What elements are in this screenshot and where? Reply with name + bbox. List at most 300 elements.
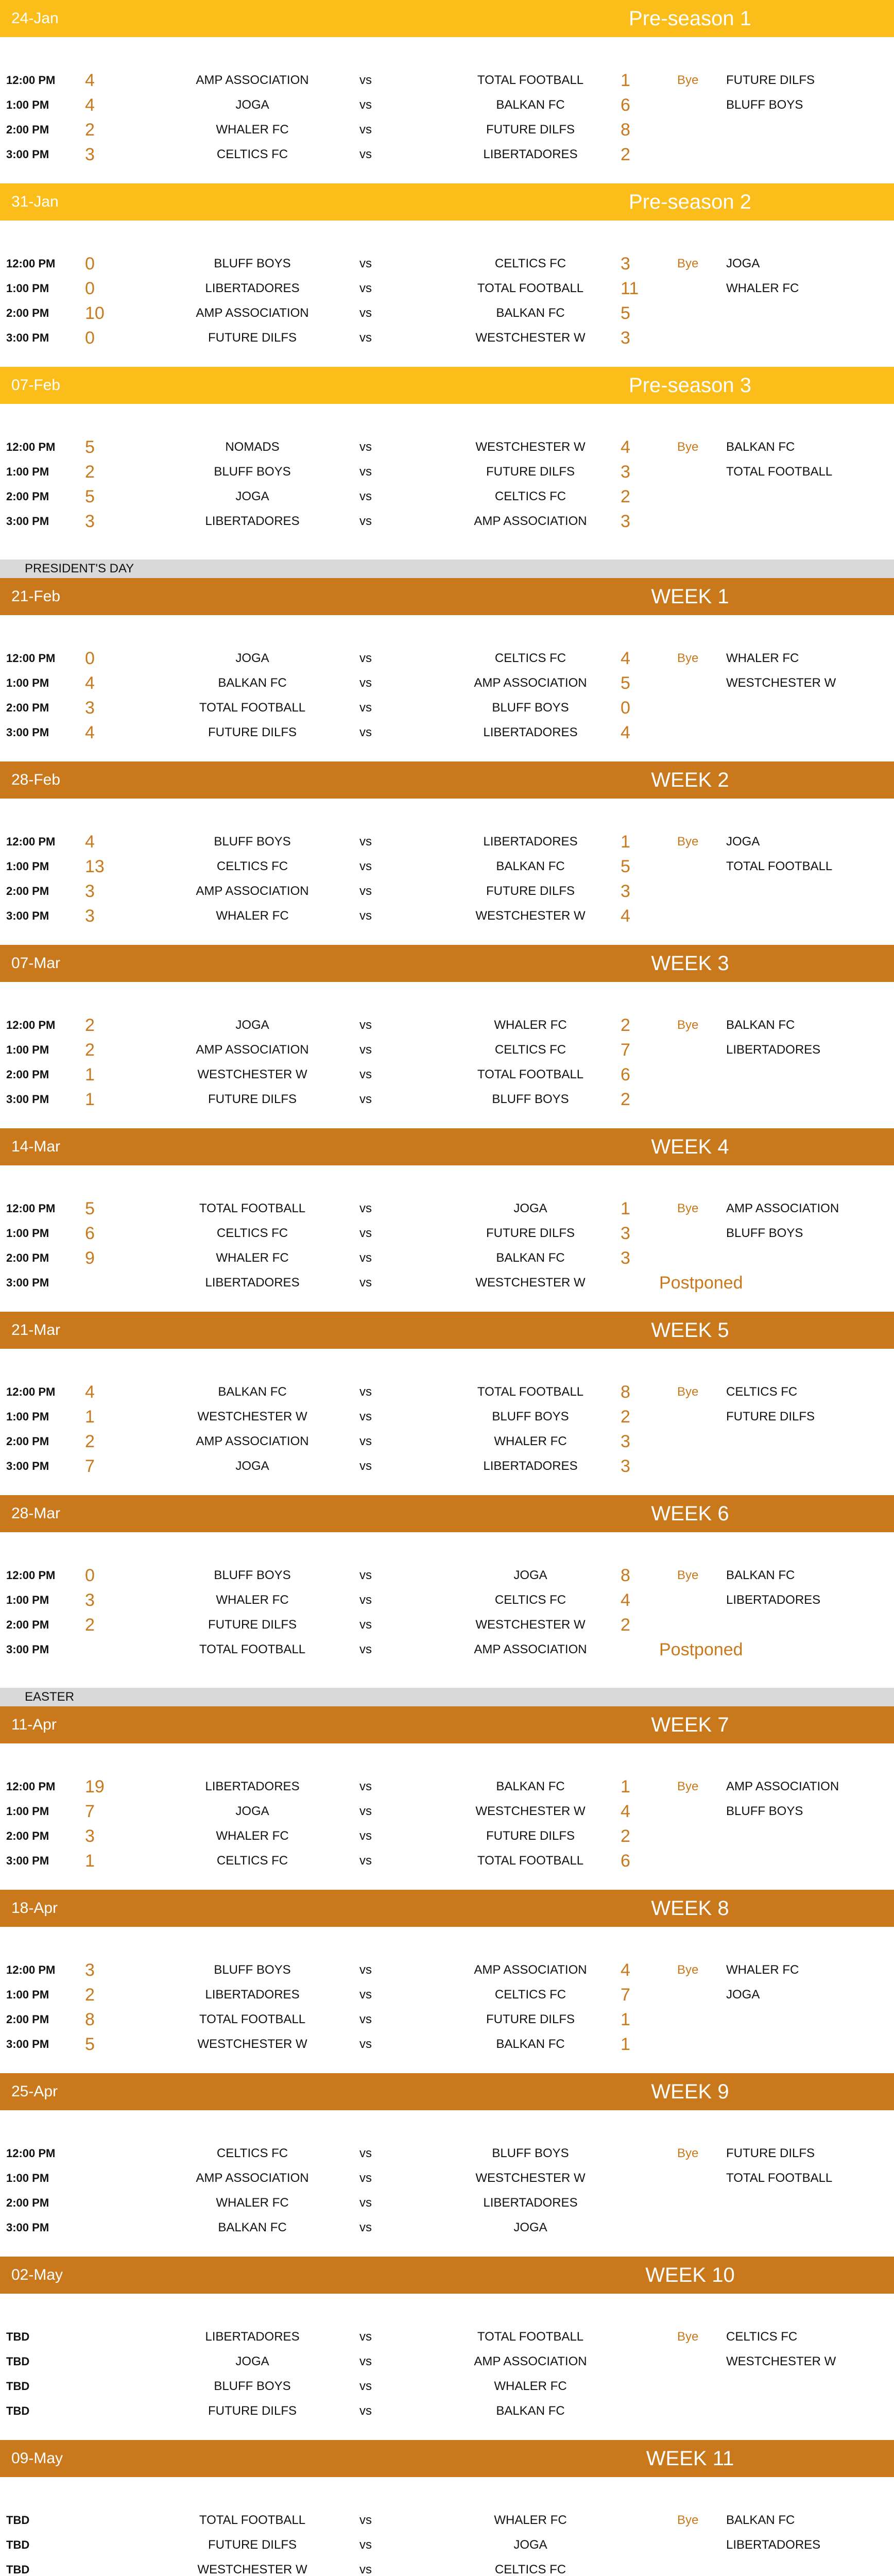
vs-label: vs [359, 2538, 372, 2552]
kickoff-time: 12:00 PM [6, 74, 56, 87]
games-list [0, 1532, 894, 1679]
vs-label: vs [359, 884, 372, 898]
home-team: WESTCHESTER W [197, 1067, 307, 1081]
week-section [0, 2073, 894, 2257]
home-score: 4 [85, 832, 95, 852]
away-team: BALKAN FC [496, 1780, 565, 1793]
vs-label: vs [359, 331, 372, 345]
game-row [0, 1087, 894, 1112]
game-row [0, 1404, 894, 1429]
week-title: WEEK 1 [651, 585, 729, 608]
game-row [0, 2166, 894, 2191]
home-score: 1 [85, 1090, 95, 1109]
away-team: AMP ASSOCIATION [474, 1642, 587, 1656]
home-score: 7 [85, 1802, 95, 1821]
vs-label: vs [359, 440, 372, 454]
game-row [0, 2349, 894, 2374]
away-score: 2 [621, 1826, 630, 1846]
kickoff-time: 3:00 PM [6, 515, 49, 528]
game-row [0, 460, 894, 484]
away-score: 4 [621, 1802, 630, 1821]
vs-label: vs [359, 2354, 372, 2368]
kickoff-time: TBD [6, 2514, 30, 2527]
vs-label: vs [359, 701, 372, 715]
away-team: CELTICS FC [494, 489, 566, 503]
away-score: 8 [621, 120, 630, 140]
game-row [0, 646, 894, 671]
kickoff-time: 1:00 PM [6, 860, 49, 873]
game-row [0, 1380, 894, 1404]
bye-label: Bye [677, 257, 699, 270]
bye-team: FUTURE DILFS [726, 2146, 815, 2160]
away-team: TOTAL FOOTBALL [477, 2330, 584, 2344]
home-score: 2 [85, 1985, 95, 2005]
week-date: 14-Mar [11, 1138, 61, 1155]
away-score: 2 [621, 145, 630, 164]
week-date: 28-Feb [11, 771, 61, 788]
home-team: AMP ASSOCIATION [196, 1434, 309, 1448]
vs-label: vs [359, 1854, 372, 1868]
week-date: 07-Mar [11, 955, 61, 972]
home-team: FUTURE DILFS [208, 2538, 297, 2552]
home-team: FUTURE DILFS [208, 1618, 297, 1632]
week-section [0, 1890, 894, 2073]
away-team: CELTICS FC [494, 1593, 566, 1607]
home-score: 3 [85, 1590, 95, 1610]
bye-team: TOTAL FOOTBALL [726, 859, 833, 873]
holiday-bar: PRESIDENT'S DAY [0, 560, 894, 578]
game-row [0, 671, 894, 696]
home-score: 4 [85, 95, 95, 115]
vs-label: vs [359, 1780, 372, 1793]
home-team: TOTAL FOOTBALL [199, 1201, 306, 1215]
home-team: TOTAL FOOTBALL [199, 701, 306, 715]
kickoff-time: 2:00 PM [6, 885, 49, 897]
away-score: 3 [621, 254, 630, 274]
away-score: 1 [621, 1199, 630, 1218]
home-team: TOTAL FOOTBALL [199, 2513, 306, 2527]
week-banner [0, 2073, 894, 2110]
away-score: 1 [621, 71, 630, 90]
away-score: 4 [621, 1960, 630, 1980]
game-row [0, 1849, 894, 1873]
week-title: WEEK 7 [651, 1714, 729, 1736]
week-title: Pre-season 2 [629, 191, 751, 213]
away-team: TOTAL FOOTBALL [477, 1854, 584, 1868]
vs-label: vs [359, 859, 372, 873]
vs-label: vs [359, 2330, 372, 2344]
week-banner [0, 367, 894, 404]
vs-label: vs [359, 465, 372, 479]
home-score: 3 [85, 145, 95, 164]
vs-label: vs [359, 1276, 372, 1290]
away-score: 4 [621, 649, 630, 668]
away-team: LIBERTADORES [483, 2196, 578, 2210]
home-score: 2 [85, 120, 95, 140]
week-banner [0, 1128, 894, 1165]
kickoff-time: 2:00 PM [6, 701, 49, 714]
vs-label: vs [359, 1092, 372, 1106]
away-team: AMP ASSOCIATION [474, 1963, 587, 1977]
kickoff-time: 3:00 PM [6, 2038, 49, 2050]
kickoff-time: 3:00 PM [6, 1093, 49, 1106]
game-row [0, 484, 894, 509]
vs-label: vs [359, 2221, 372, 2234]
away-team: JOGA [513, 2221, 547, 2234]
game-row [0, 2007, 894, 2032]
away-team: BALKAN FC [496, 306, 565, 320]
game-row [0, 2325, 894, 2349]
week-date: 31-Jan [11, 193, 59, 210]
kickoff-time: 1:00 PM [6, 1043, 49, 1056]
home-team: BLUFF BOYS [214, 835, 291, 849]
vs-label: vs [359, 2037, 372, 2051]
week-section [0, 1688, 894, 1890]
kickoff-time: 3:00 PM [6, 1854, 49, 1867]
home-score: 4 [85, 71, 95, 90]
kickoff-time: TBD [6, 2380, 30, 2393]
kickoff-time: 2:00 PM [6, 123, 49, 136]
week-date: 28-Mar [11, 1505, 61, 1522]
game-row [0, 2141, 894, 2166]
kickoff-time: 12:00 PM [6, 257, 56, 270]
home-team: BALKAN FC [218, 1385, 287, 1399]
week-banner [0, 0, 894, 37]
home-score: 0 [85, 649, 95, 668]
home-score: 3 [85, 512, 95, 531]
vs-label: vs [359, 1829, 372, 1843]
away-score: 1 [621, 832, 630, 852]
home-score: 0 [85, 254, 95, 274]
week-section [0, 0, 894, 183]
week-date: 02-May [11, 2266, 63, 2283]
home-team: WHALER FC [216, 2196, 289, 2210]
games-list [0, 1927, 894, 2073]
vs-label: vs [359, 2404, 372, 2418]
vs-label: vs [359, 651, 372, 665]
away-score: 2 [621, 1407, 630, 1427]
away-score: 3 [621, 1456, 630, 1476]
away-team: WHALER FC [494, 1434, 567, 1448]
bye-team: CELTICS FC [726, 2330, 798, 2344]
kickoff-time: TBD [6, 2355, 30, 2368]
home-score: 2 [85, 1432, 95, 1451]
kickoff-time: TBD [6, 2563, 30, 2576]
home-team: JOGA [235, 1804, 269, 1818]
vs-label: vs [359, 1593, 372, 1607]
away-score: 3 [621, 462, 630, 482]
home-team: JOGA [235, 1018, 269, 1032]
away-score: 4 [621, 437, 630, 457]
away-score: 3 [621, 328, 630, 348]
kickoff-time: 1:00 PM [6, 282, 49, 295]
game-row [0, 1270, 894, 1295]
vs-label: vs [359, 1642, 372, 1656]
away-score: 4 [621, 723, 630, 742]
week-banner [0, 2257, 894, 2294]
games-list [0, 221, 894, 367]
vs-label: vs [359, 1459, 372, 1473]
bye-team: WHALER FC [726, 651, 799, 665]
home-team: AMP ASSOCIATION [196, 306, 309, 320]
week-title: WEEK 6 [651, 1502, 729, 1525]
away-team: BALKAN FC [496, 859, 565, 873]
home-team: BLUFF BOYS [214, 1568, 291, 1582]
home-team: CELTICS FC [216, 1854, 288, 1868]
away-team: BALKAN FC [496, 98, 565, 112]
home-team: CELTICS FC [216, 147, 288, 161]
kickoff-time: TBD [6, 2404, 30, 2417]
kickoff-time: 3:00 PM [6, 2221, 49, 2234]
home-team: LIBERTADORES [205, 1780, 300, 1793]
kickoff-time: 1:00 PM [6, 676, 49, 689]
game-row [0, 2533, 894, 2557]
vs-label: vs [359, 514, 372, 528]
away-score: 2 [621, 1615, 630, 1635]
bye-team: JOGA [726, 835, 760, 849]
bye-team: BLUFF BOYS [726, 1226, 803, 1240]
week-section [0, 945, 894, 1128]
home-score: 4 [85, 673, 95, 693]
vs-label: vs [359, 306, 372, 320]
bye-label: Bye [677, 651, 699, 665]
vs-label: vs [359, 1988, 372, 2002]
bye-team: CELTICS FC [726, 1385, 798, 1399]
week-section [0, 2440, 894, 2576]
away-team: TOTAL FOOTBALL [477, 1385, 584, 1399]
bye-label: Bye [677, 1018, 699, 1032]
vs-label: vs [359, 1385, 372, 1399]
away-team: LIBERTADORES [483, 147, 578, 161]
week-title: WEEK 11 [646, 2447, 734, 2470]
bye-team: LIBERTADORES [726, 1593, 821, 1607]
home-team: WHALER FC [216, 1593, 289, 1607]
vs-label: vs [359, 1251, 372, 1265]
away-team: WESTCHESTER W [475, 1804, 586, 1818]
home-team: WESTCHESTER W [197, 2037, 307, 2051]
kickoff-time: 1:00 PM [6, 1805, 49, 1818]
home-team: LIBERTADORES [205, 514, 300, 528]
home-score: 4 [85, 723, 95, 742]
vs-label: vs [359, 1434, 372, 1448]
home-score: 3 [85, 1826, 95, 1846]
vs-label: vs [359, 1618, 372, 1632]
home-team: CELTICS FC [216, 1226, 288, 1240]
home-score: 10 [85, 303, 105, 323]
bye-team: JOGA [726, 257, 760, 270]
game-row [0, 1196, 894, 1221]
game-row [0, 251, 894, 276]
game-row [0, 2557, 894, 2576]
home-team: NOMADS [225, 440, 280, 454]
away-team: WESTCHESTER W [475, 2171, 586, 2185]
kickoff-time: 2:00 PM [6, 2196, 49, 2209]
games-list [0, 404, 894, 550]
kickoff-time: 2:00 PM [6, 1618, 49, 1631]
week-title: WEEK 5 [651, 1319, 729, 1342]
home-score: 1 [85, 1407, 95, 1427]
away-score: 5 [621, 673, 630, 693]
home-score: 1 [85, 1851, 95, 1871]
away-team: AMP ASSOCIATION [474, 2354, 587, 2368]
vs-label: vs [359, 1067, 372, 1081]
game-row [0, 720, 894, 745]
home-team: JOGA [235, 489, 269, 503]
vs-label: vs [359, 1201, 372, 1215]
away-team: BLUFF BOYS [492, 2146, 569, 2160]
week-title: Pre-season 1 [629, 7, 751, 30]
home-team: CELTICS FC [216, 859, 288, 873]
games-list [0, 2477, 894, 2576]
kickoff-time: 1:00 PM [6, 1227, 49, 1240]
vs-label: vs [359, 835, 372, 849]
game-row [0, 904, 894, 928]
home-team: FUTURE DILFS [208, 1092, 297, 1106]
vs-label: vs [359, 676, 372, 690]
bye-team: FUTURE DILFS [726, 1410, 815, 1423]
home-team: JOGA [235, 651, 269, 665]
week-date: 09-May [11, 2450, 63, 2467]
games-list [0, 799, 894, 945]
kickoff-time: 1:00 PM [6, 465, 49, 478]
game-row [0, 1637, 894, 1662]
away-score: 11 [621, 279, 639, 298]
home-score: 4 [85, 1382, 95, 1402]
kickoff-time: 3:00 PM [6, 1460, 49, 1472]
away-team: WESTCHESTER W [475, 909, 586, 923]
away-score: 4 [621, 1590, 630, 1610]
away-team: JOGA [513, 1568, 547, 1582]
kickoff-time: 3:00 PM [6, 331, 49, 344]
home-score: 0 [85, 1566, 95, 1585]
kickoff-time: 12:00 PM [6, 652, 56, 665]
home-score: 0 [85, 328, 95, 348]
home-team: JOGA [235, 98, 269, 112]
away-score: 8 [621, 1566, 630, 1585]
home-team: WHALER FC [216, 1251, 289, 1265]
kickoff-time: 12:00 PM [6, 1780, 56, 1793]
away-score: 3 [621, 1248, 630, 1268]
home-score: 3 [85, 906, 95, 926]
week-date: 11-Apr [11, 1716, 57, 1733]
home-team: BLUFF BOYS [214, 257, 291, 270]
away-team: WESTCHESTER W [475, 1276, 586, 1290]
vs-label: vs [359, 1568, 372, 1582]
vs-label: vs [359, 123, 372, 137]
kickoff-time: 12:00 PM [6, 835, 56, 848]
vs-label: vs [359, 147, 372, 161]
week-date: 21-Feb [11, 588, 61, 605]
bye-team: JOGA [726, 1988, 760, 2002]
game-row [0, 1824, 894, 1849]
week-banner [0, 2440, 894, 2477]
vs-label: vs [359, 489, 372, 503]
home-score: 6 [85, 1224, 95, 1243]
home-team: BLUFF BOYS [214, 2379, 291, 2393]
kickoff-time: 3:00 PM [6, 909, 49, 922]
bye-team: BALKAN FC [726, 2513, 795, 2527]
game-row [0, 2032, 894, 2057]
games-list [0, 982, 894, 1128]
game-row [0, 1982, 894, 2007]
away-team: TOTAL FOOTBALL [477, 1067, 584, 1081]
week-date: 07-Feb [11, 377, 61, 394]
week-banner [0, 183, 894, 221]
games-list [0, 1349, 894, 1495]
away-team: FUTURE DILFS [486, 2012, 575, 2026]
game-row [0, 1958, 894, 1982]
home-score: 2 [85, 462, 95, 482]
kickoff-time: 1:00 PM [6, 1594, 49, 1606]
week-section [0, 1128, 894, 1312]
week-title: WEEK 9 [651, 2080, 729, 2103]
kickoff-time: 12:00 PM [6, 2147, 56, 2160]
home-score: 5 [85, 2035, 95, 2054]
kickoff-time: 1:00 PM [6, 1410, 49, 1423]
vs-label: vs [359, 2171, 372, 2185]
away-team: LIBERTADORES [483, 725, 578, 739]
kickoff-time: 2:00 PM [6, 1829, 49, 1842]
away-score: 6 [621, 95, 630, 115]
home-team: FUTURE DILFS [208, 331, 297, 345]
kickoff-time: 2:00 PM [6, 1435, 49, 1448]
away-team: CELTICS FC [494, 2563, 566, 2576]
vs-label: vs [359, 1804, 372, 1818]
away-team: FUTURE DILFS [486, 1226, 575, 1240]
week-section [0, 560, 894, 761]
away-score: 7 [621, 1040, 630, 1060]
game-row [0, 1774, 894, 1799]
game-row [0, 1062, 894, 1087]
home-score: 3 [85, 698, 95, 718]
week-section [0, 1312, 894, 1495]
kickoff-time: 3:00 PM [6, 148, 49, 161]
kickoff-time: 12:00 PM [6, 1202, 56, 1215]
bye-team: WHALER FC [726, 1963, 799, 1977]
game-row [0, 2399, 894, 2424]
bye-label: Bye [677, 440, 699, 454]
home-score: 3 [85, 882, 95, 901]
home-team: TOTAL FOOTBALL [199, 1642, 306, 1656]
game-row [0, 696, 894, 720]
home-score: 9 [85, 1248, 95, 1268]
game-row [0, 1588, 894, 1613]
game-status: Postponed [659, 1640, 743, 1659]
away-score: 3 [621, 1224, 630, 1243]
games-list [0, 1743, 894, 1890]
home-team: JOGA [235, 1459, 269, 1473]
week-banner [0, 1890, 894, 1927]
kickoff-time: 12:00 PM [6, 1569, 56, 1582]
vs-label: vs [359, 909, 372, 923]
away-score: 4 [621, 906, 630, 926]
kickoff-time: 3:00 PM [6, 726, 49, 739]
vs-label: vs [359, 281, 372, 295]
week-title: WEEK 10 [645, 2264, 735, 2286]
bye-team: FUTURE DILFS [726, 73, 815, 87]
week-date: 25-Apr [11, 2083, 58, 2100]
home-score: 2 [85, 1015, 95, 1035]
home-score: 2 [85, 1040, 95, 1060]
away-team: WHALER FC [494, 2513, 567, 2527]
away-team: WESTCHESTER W [475, 331, 586, 345]
bye-team: AMP ASSOCIATION [726, 1201, 839, 1215]
game-row [0, 2374, 894, 2399]
week-banner [0, 761, 894, 799]
home-team: LIBERTADORES [205, 1276, 300, 1290]
game-row [0, 1429, 894, 1454]
vs-label: vs [359, 2379, 372, 2393]
